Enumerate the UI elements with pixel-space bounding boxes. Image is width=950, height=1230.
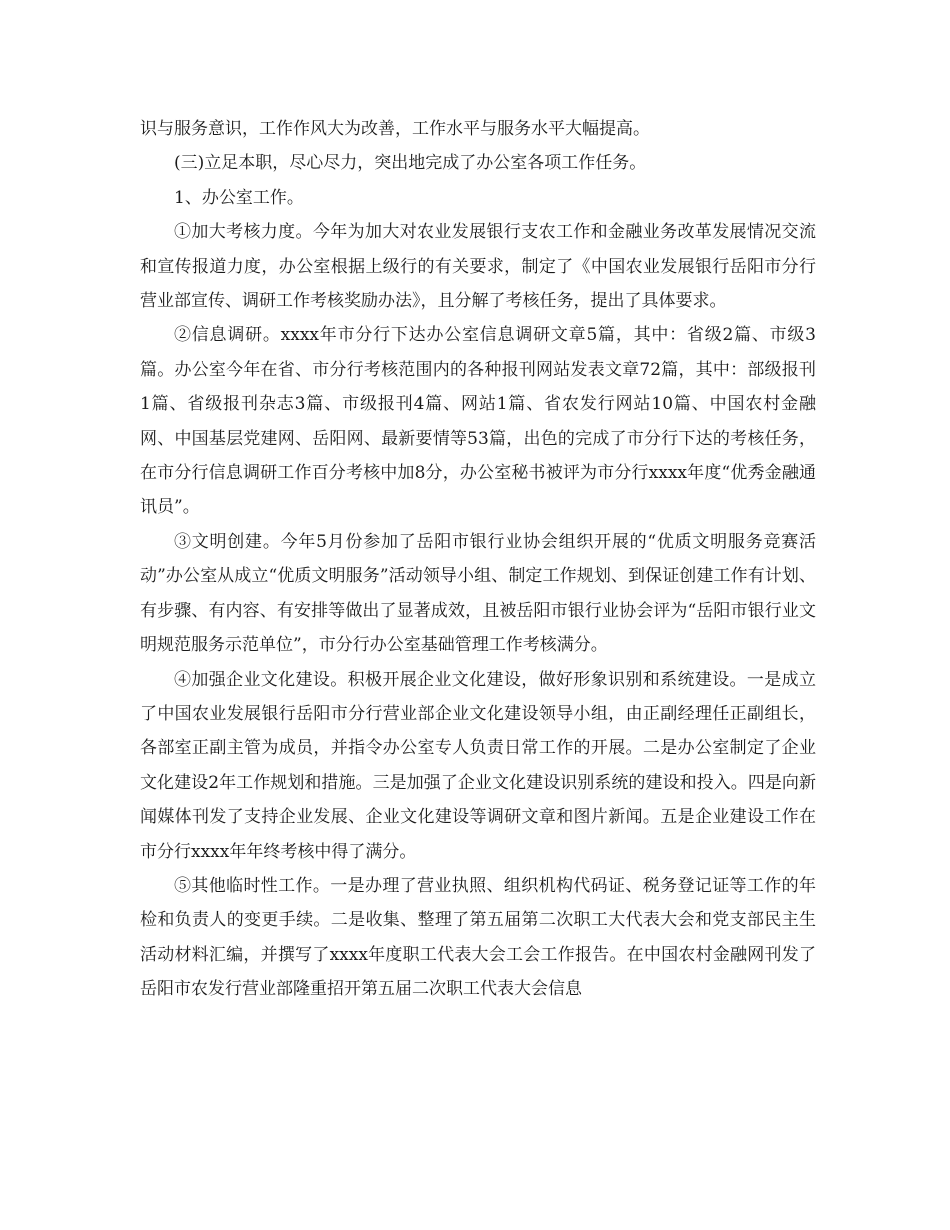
paragraph-continuation: 识与服务意识，工作作风大为改善，工作水平与服务水平大幅提高。 (140, 119, 650, 139)
paragraph-civilization-building: ③文明创建。今年5月份参加了岳阳市银行业协会组织开展的“优质文明服务竞赛活动”办公室从成立“优质文明服务”活动领导小组、制定工作规划、到保证创建工作有计划、有步骤、有内容、有安排等做出了显著成效，且被岳阳市银行业协会评为“岳阳市银行业文明规范服务示范单位”，市分行办公室基础管理工作考核满分。 (140, 531, 816, 656)
paragraph-other-tasks: ⑤其他临时性工作。一是办理了营业执照、组织机构代码证、税务登记证等工作的年检和负责人的变更手续。二是收集、整理了第五届第二次职工大代表大会和党支部民主生活动材料汇编，并撰写了xxxx年度职工代表大会工会工作报告。在中国农村金融网刊发了岳阳市农发行营业部隆重招开第五届二次职工代表大会信息 (140, 875, 816, 1000)
paragraph-assessment: ①加大考核力度。今年为加大对农业发展银行支农工作和金融业务改革发展情况交流和宣传报道力度，办公室根据上级行的有关要求，制定了《中国农业发展银行岳阳市分行营业部宣传、调研工作考核奖励办法》，且分解了考核任务，提出了具体要求。 (140, 222, 816, 312)
paragraph-information-research: ②信息调研。xxxx年市分行下达办公室信息调研文章5篇，其中：省级2篇、市级3篇。办公室今年在省、市分行考核范围内的各种报刊网站发表文章72篇，其中：部级报刊1篇、省级报刊杂志3篇、市级报刊4篇、网站1篇、省农发行网站10篇、中国农村金融网、中国基层党建网、岳阳网、最新要情等53篇，出色的完成了市分行下达的考核任务，在市分行信息调研工作百分考核中加8分，办公室秘书被评为市分行xxxx年度“优秀金融通讯员”。 (140, 325, 816, 518)
section-heading-3: (三)立足本职，尽心尽力，突出地完成了办公室各项工作任务。 (174, 153, 647, 174)
document-body (140, 112, 816, 1007)
paragraph-corporate-culture: ④加强企业文化建设。积极开展企业文化建设，做好形象识别和系统建设。一是成立了中国农业发展银行岳阳市分行营业部企业文化建设领导小组，由正副经理任正副组长，各部室正副主管为成员，并指令办公室专人负责日常工作的开展。二是办公室制定了企业文化建设2年工作规划和措施。三是加强了企业文化建设识别系统的建设和投入。四是向新闻媒体刊发了支持企业发展、企业文化建设等调研文章和图片新闻。五是企业建设工作在市分行xxxx年年终考核中得了满分。 (140, 669, 816, 862)
subsection-heading-office-work: 1、办公室工作。 (174, 187, 304, 208)
